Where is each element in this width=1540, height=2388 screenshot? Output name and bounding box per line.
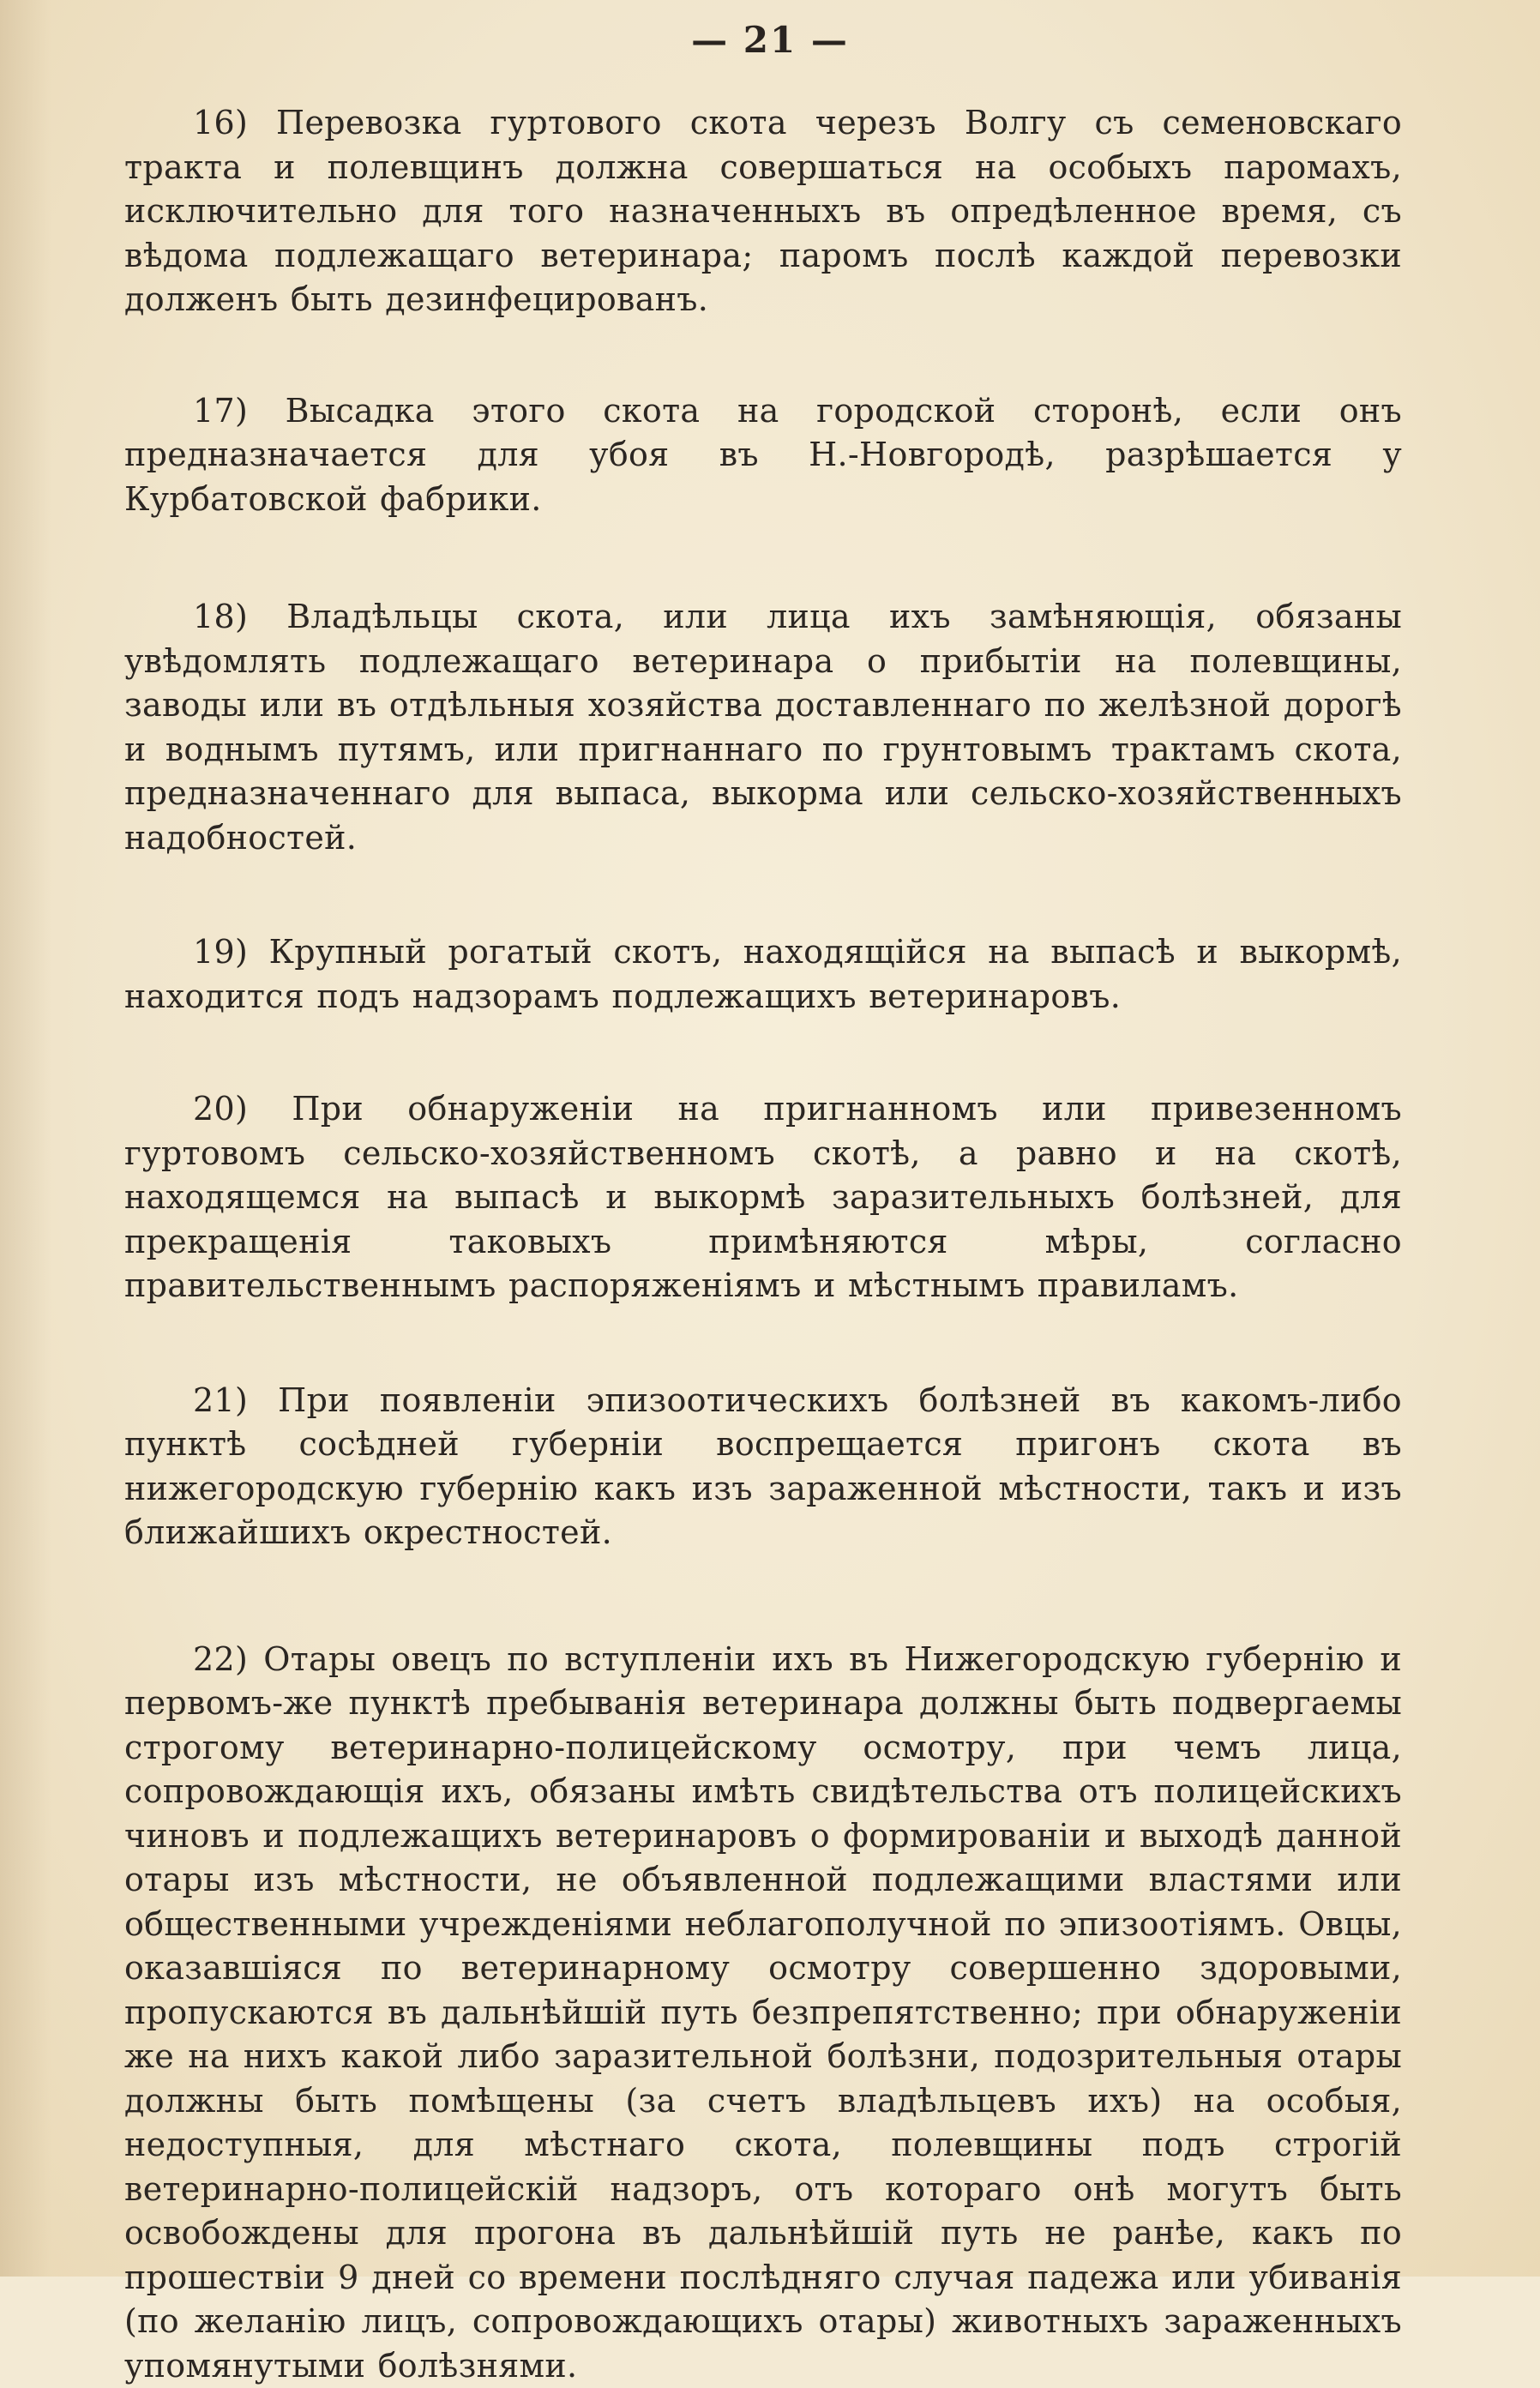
page-body (124, 101, 1402, 2388)
paragraph-text: Отары овецъ по вступленіи ихъ въ Нижегородскую губернію и первомъ-же пунктѣ пребыванія ветеринара должны быть подвергаемы строгому ветеринарно-полицейскому осмотру, при чемъ лица, сопровождающія ихъ, обязаны имѣть свидѣтельства отъ полицейскихъ чиновъ и подлежащихъ ветеринаровъ о формированіи и выходѣ данной отары изъ мѣстности, не объявленной подлежащими властями или общественными учрежденіями неблагополучной по эпизоотіямъ. Овцы, оказавшіяся по ветеринарному осмотру совершенно здоровыми, пропускаются въ дальнѣйшій путь безпрепятственно; при обнаруженіи же на нихъ какой либо заразительной болѣзни, подозрительныя отары должны быть помѣщены (за счетъ владѣльцевъ ихъ) на особыя, недоступныя, для мѣстнаго скота, полевщины подъ строгій ветеринарно-полицейскій надзоръ, отъ котораго онѣ могутъ быть освобождены для прогона въ дальнѣйшій путь не ранѣе, какъ по прошествіи 9 дней со времени послѣдняго случая падежа или убиванія (по желанію лицъ, сопровождающихъ отары) животныхъ зараженныхъ упомянутыми болѣзнями. (124, 1640, 1402, 2385)
paragraph-19 (124, 930, 1402, 1019)
paragraph-text: Владѣльцы скота, или лица ихъ замѣняющія, обязаны увѣдомлять подлежащаго ветеринара о прибытіи на полевщины, заводы или въ отдѣльныя хозяйства доставленнаго по желѣзной дорогѣ и воднымъ путямъ, или пригнаннаго по грунтовымъ трактамъ скота, предназначеннаго для выпаса, выкорма или сельско-хозяйственныхъ надобностей. (124, 598, 1402, 857)
paragraph-number: 21) (193, 1381, 248, 1419)
paragraph-number: 20) (193, 1090, 248, 1128)
paragraph-17 (124, 389, 1402, 522)
paragraph-number: 19) (193, 933, 248, 971)
paragraph-20 (124, 1087, 1402, 1308)
page-edge-shadow (0, 0, 51, 2277)
paragraph-22 (124, 1638, 1402, 2388)
paragraph-16 (124, 101, 1402, 322)
paragraph-text: Высадка этого скота на городской сторонѣ, если онъ предназначается для убоя въ Н.-Новгородѣ, разрѣшается у Курбатовской фабрики. (124, 392, 1402, 518)
paragraph-text: При появленіи эпизоотическихъ болѣзней въ какомъ-либо пунктѣ сосѣдней губерніи воспрещается пригонъ скота въ нижегородскую губернію какъ изъ зараженной мѣстности, такъ и изъ ближайшихъ окрестностей. (124, 1381, 1402, 1552)
paragraph-number: 17) (193, 392, 248, 430)
paragraph-number: 22) (193, 1640, 248, 1678)
paragraph-21 (124, 1379, 1402, 1555)
paragraph-text: При обнаруженіи на пригнанномъ или привезенномъ гуртовомъ сельско-хозяйственномъ скотѣ, а равно и на скотѣ, находящемся на выпасѣ и выкормѣ заразительныхъ болѣзней, для прекращенія таковыхъ примѣняются мѣры, согласно правительственнымъ распоряженіямъ и мѣстнымъ правиламъ. (124, 1090, 1402, 1304)
paragraph-text: Крупный рогатый скотъ, находящійся на выпасѣ и выкормѣ, находится подъ надзорамъ подлежащихъ ветеринаровъ. (124, 933, 1402, 1015)
paragraph-18 (124, 595, 1402, 860)
page-number: — 21 — (0, 19, 1540, 61)
paragraph-text: Перевозка гуртового скота черезъ Волгу съ семеновскаго тракта и полевщинъ должна совершаться на особыхъ паромахъ, исключительно для того назначенныхъ въ опредѣленное время, съ вѣдома подлежащаго ветеринара; паромъ послѣ каждой перевозки долженъ быть дезинфецированъ. (124, 104, 1402, 318)
paragraph-number: 16) (193, 104, 248, 141)
paragraph-number: 18) (193, 598, 248, 635)
